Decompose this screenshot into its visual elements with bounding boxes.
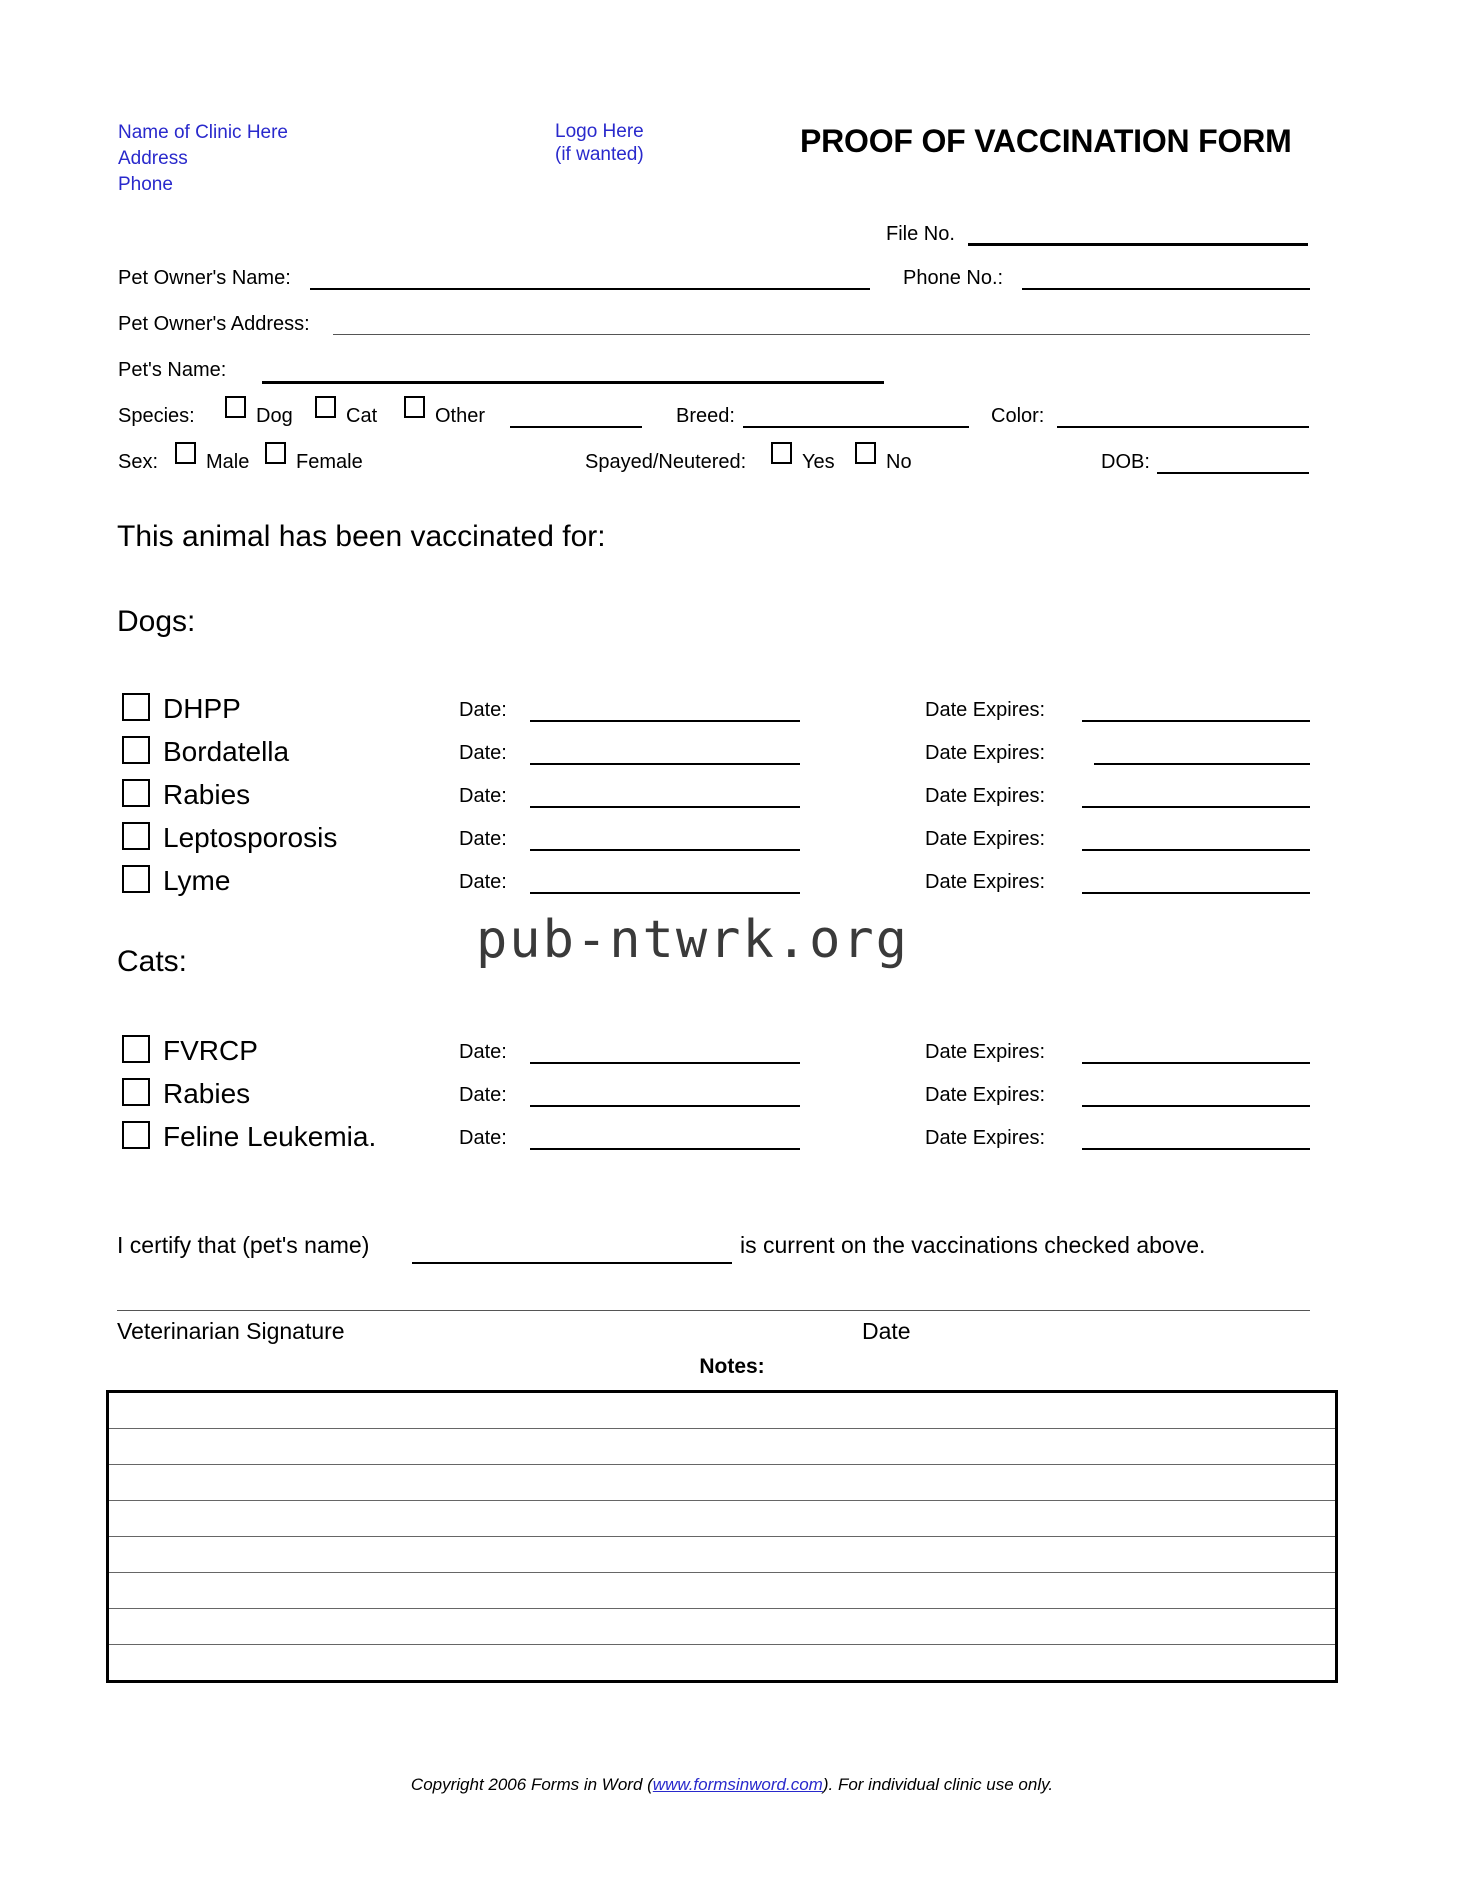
checkbox-vaccine-bordatella[interactable] (122, 736, 150, 764)
logo-placeholder (555, 120, 644, 166)
checkbox-vaccine-lyme[interactable] (122, 865, 150, 893)
label-species-cat: Cat (346, 405, 378, 427)
checkbox-vaccine-rabies-dog[interactable] (122, 779, 150, 807)
logo-placeholder-line2: (if wanted) (555, 144, 644, 165)
notes-cell[interactable] (108, 1573, 1337, 1609)
label-date-leptosporosis: Date: (459, 828, 507, 850)
input-date-bordatella[interactable] (530, 763, 800, 765)
label-date-expires-rabies-cat: Date Expires: (925, 1084, 1046, 1106)
label-pet-name: Pet's Name: (118, 359, 227, 381)
checkbox-vaccine-leptosporosis[interactable] (122, 822, 150, 850)
notes-title: Notes: (699, 1355, 765, 1378)
footer-link[interactable]: www.formsinword.com (652, 1775, 823, 1794)
logo-placeholder-line1: Logo Here (555, 121, 644, 142)
label-date-expires-bordatella: Date Expires: (925, 742, 1046, 764)
page-title: PROOF OF VACCINATION FORM (800, 123, 1292, 159)
input-date-rabies-cat[interactable] (530, 1105, 800, 1107)
input-phone-no[interactable] (1022, 288, 1310, 290)
label-date-expires-leptosporosis: Date Expires: (925, 828, 1046, 850)
table-row[interactable] (108, 1537, 1337, 1573)
vaccination-intro: This animal has been vaccinated for: (117, 520, 606, 553)
notes-cell[interactable] (108, 1537, 1337, 1573)
input-file-no[interactable] (968, 243, 1308, 246)
label-date-lyme: Date: (459, 871, 507, 893)
notes-table[interactable] (106, 1390, 1338, 1683)
input-pet-owner-address[interactable] (333, 334, 1310, 335)
label-vaccine-bordatella: Bordatella (163, 736, 290, 767)
checkbox-spayed-no[interactable] (855, 442, 876, 464)
label-pet-owner-name: Pet Owner's Name: (118, 267, 291, 289)
label-vaccine-leptosporosis: Leptosporosis (163, 822, 338, 853)
checkbox-vaccine-feline-leukemia[interactable] (122, 1121, 150, 1149)
signature-rule[interactable] (117, 1310, 1310, 1311)
table-row[interactable] (108, 1392, 1337, 1429)
label-date-rabies-dog: Date: (459, 785, 507, 807)
label-species-dog: Dog (256, 405, 293, 427)
label-date-expires-dhpp: Date Expires: (925, 699, 1046, 721)
table-row[interactable] (108, 1573, 1337, 1609)
input-date-lyme[interactable] (530, 892, 800, 894)
checkbox-species-other[interactable] (404, 396, 425, 418)
footer-text-before: Copyright 2006 Forms in Word ( (410, 1775, 653, 1794)
label-vaccine-feline-leukemia: Feline Leukemia. (163, 1121, 377, 1152)
label-vaccine-rabies-dog: Rabies (163, 779, 251, 810)
label-spayed-neutered: Spayed/Neutered: (585, 451, 747, 473)
input-pet-name[interactable] (262, 381, 884, 384)
clinic-phone: Phone (118, 174, 173, 195)
input-species-other[interactable] (510, 426, 642, 428)
certification-suffix: is current on the vaccinations checked above. (740, 1232, 1206, 1258)
clinic-info-block (118, 120, 288, 198)
label-vaccine-dhpp: DHPP (163, 693, 241, 724)
input-date-expires-bordatella[interactable] (1094, 763, 1310, 765)
input-date-expires-feline-leukemia[interactable] (1082, 1148, 1310, 1150)
label-vaccine-fvrcp: FVRCP (163, 1035, 258, 1066)
label-file-no: File No. (886, 223, 955, 245)
dogs-section-heading: Dogs: (117, 605, 196, 638)
label-sex: Sex: (118, 451, 159, 473)
input-date-leptosporosis[interactable] (530, 849, 800, 851)
input-date-expires-rabies-dog[interactable] (1082, 806, 1310, 808)
input-date-expires-dhpp[interactable] (1082, 720, 1310, 722)
label-phone-no: Phone No.: (903, 267, 1004, 289)
label-date-dhpp: Date: (459, 699, 507, 721)
label-spayed-no: No (886, 451, 912, 473)
input-breed[interactable] (743, 426, 969, 428)
label-species-other: Other (435, 405, 486, 427)
input-color[interactable] (1057, 426, 1309, 428)
certification-prefix: I certify that (pet's name) (117, 1232, 370, 1258)
input-date-expires-leptosporosis[interactable] (1082, 849, 1310, 851)
table-row[interactable] (108, 1645, 1337, 1682)
cats-section-heading: Cats: (117, 945, 188, 978)
label-sex-male: Male (206, 451, 250, 473)
clinic-name: Name of Clinic Here (118, 122, 288, 143)
footer-copyright (0, 1775, 1464, 1795)
checkbox-species-cat[interactable] (315, 396, 336, 418)
notes-cell[interactable] (108, 1392, 1337, 1429)
label-color: Color: (991, 405, 1045, 427)
label-date-expires-rabies-dog: Date Expires: (925, 785, 1046, 807)
notes-cell[interactable] (108, 1429, 1337, 1465)
label-date-feline-leukemia: Date: (459, 1127, 507, 1149)
clinic-address: Address (118, 148, 188, 169)
label-signature-date: Date (862, 1318, 911, 1344)
input-date-expires-fvrcp[interactable] (1082, 1062, 1310, 1064)
label-date-expires-lyme: Date Expires: (925, 871, 1046, 893)
input-date-expires-rabies-cat[interactable] (1082, 1105, 1310, 1107)
table-row[interactable] (108, 1501, 1337, 1537)
label-species: Species: (118, 405, 195, 427)
label-date-fvrcp: Date: (459, 1041, 507, 1063)
label-date-rabies-cat: Date: (459, 1084, 507, 1106)
label-date-expires-feline-leukemia: Date Expires: (925, 1127, 1046, 1149)
label-dob: DOB: (1101, 451, 1150, 473)
label-sex-female: Female (296, 451, 363, 473)
checkbox-vaccine-rabies-cat[interactable] (122, 1078, 150, 1106)
label-date-expires-fvrcp: Date Expires: (925, 1041, 1046, 1063)
watermark: pub-ntwrk.org (476, 910, 909, 970)
table-row[interactable] (108, 1609, 1337, 1645)
label-breed: Breed: (676, 405, 735, 427)
table-row[interactable] (108, 1465, 1337, 1501)
checkbox-vaccine-dhpp[interactable] (122, 693, 150, 721)
notes-table-body (108, 1392, 1337, 1682)
checkbox-vaccine-fvrcp[interactable] (122, 1035, 150, 1063)
footer-text-after: ). For individual clinic use only. (822, 1775, 1054, 1794)
notes-cell[interactable] (108, 1645, 1337, 1682)
input-date-expires-lyme[interactable] (1082, 892, 1310, 894)
checkbox-spayed-yes[interactable] (771, 442, 792, 464)
notes-cell[interactable] (108, 1501, 1337, 1537)
input-date-fvrcp[interactable] (530, 1062, 800, 1064)
label-spayed-yes: Yes (802, 451, 835, 473)
input-date-rabies-dog[interactable] (530, 806, 800, 808)
checkbox-species-dog[interactable] (225, 396, 246, 418)
table-row[interactable] (108, 1429, 1337, 1465)
notes-cell[interactable] (108, 1609, 1337, 1645)
input-pet-owner-name[interactable] (310, 288, 870, 290)
input-certification-pet-name[interactable] (412, 1262, 732, 1264)
label-date-bordatella: Date: (459, 742, 507, 764)
label-vaccine-rabies-cat: Rabies (163, 1078, 251, 1109)
input-date-dhpp[interactable] (530, 720, 800, 722)
checkbox-sex-female[interactable] (265, 442, 286, 464)
notes-cell[interactable] (108, 1465, 1337, 1501)
label-pet-owner-address: Pet Owner's Address: (118, 313, 310, 335)
checkbox-sex-male[interactable] (175, 442, 196, 464)
label-vaccine-lyme: Lyme (163, 865, 231, 896)
input-dob[interactable] (1157, 472, 1309, 474)
input-date-feline-leukemia[interactable] (530, 1148, 800, 1150)
label-veterinarian-signature: Veterinarian Signature (117, 1318, 345, 1344)
